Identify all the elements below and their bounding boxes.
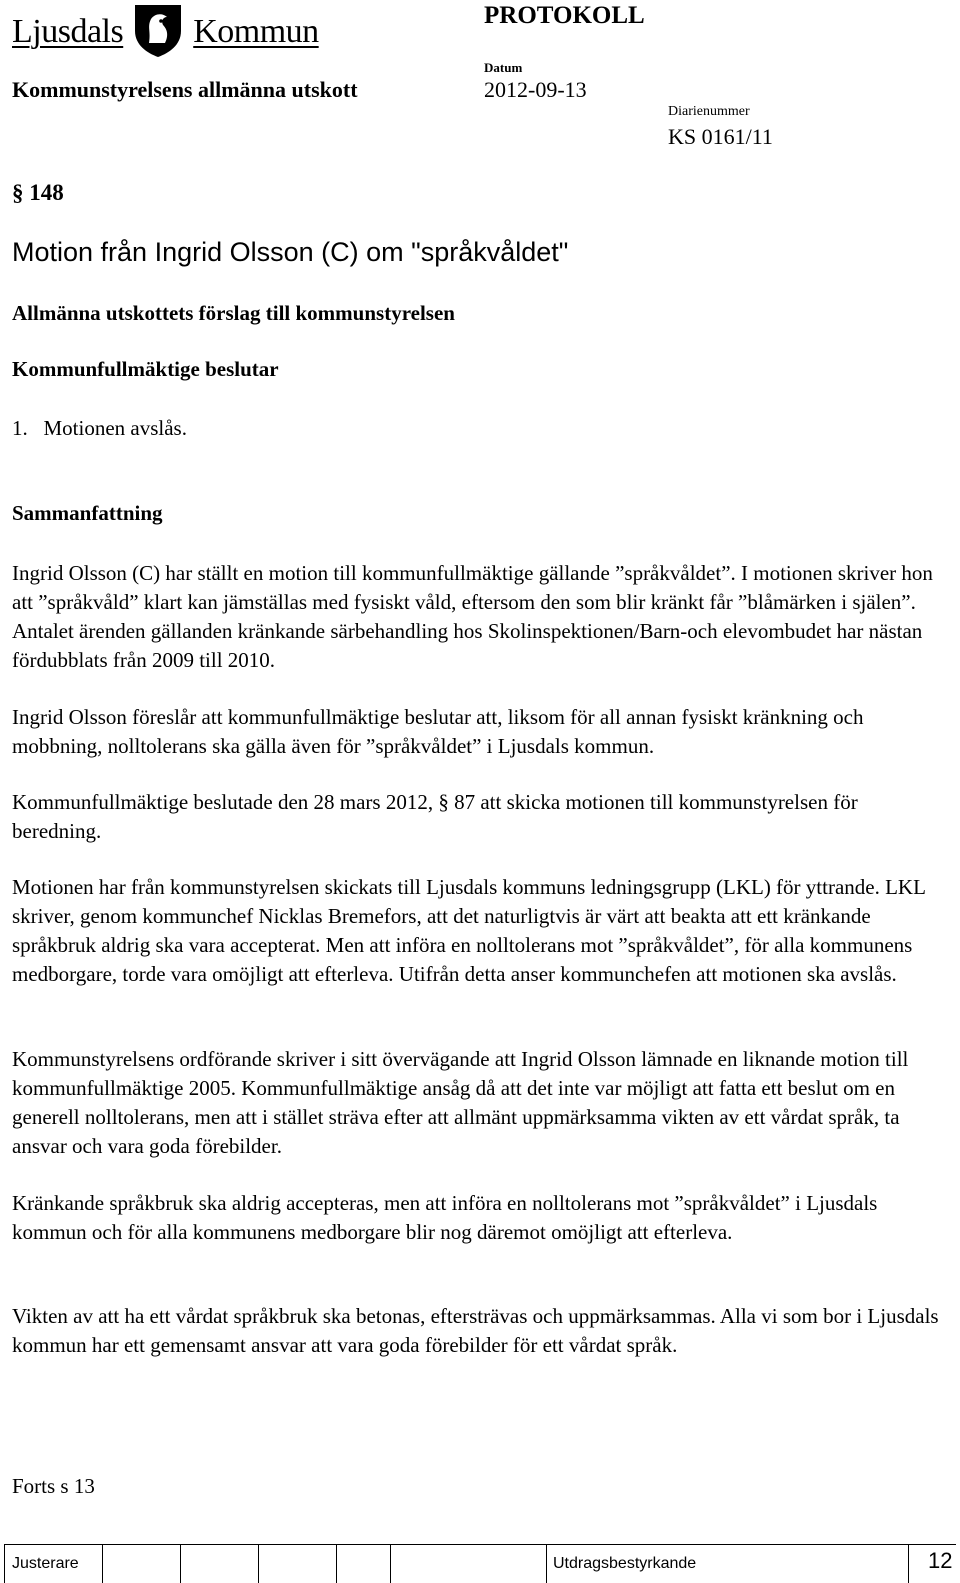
- page-number: 12: [928, 1548, 953, 1573]
- footer-divider-tick: [102, 1544, 103, 1583]
- date-label: Datum: [484, 60, 523, 75]
- page-footer: [0, 1544, 960, 1583]
- footer-divider: [4, 1544, 956, 1545]
- page-title: Motion från Ingrid Olsson (C) om "språkvåldet": [12, 237, 569, 267]
- body-paragraph: Ingrid Olsson föreslår att kommunfullmäktige beslutar att, liksom för all annan fysiskt kränkning och mobbning, nolltolerans ska gälla även för ”språkvåldet” i Ljusdals kommun.: [12, 705, 864, 758]
- body-paragraph: Kommunfullmäktige beslutade den 28 mars 2012, § 87 att skicka motionen till kommunstyrelsen för beredning.: [12, 790, 858, 843]
- document-type: PROTOKOLL: [484, 2, 645, 29]
- body-paragraph: Motionen har från kommunstyrelsen skickats till Ljusdals kommuns ledningsgrupp (LKL) för yttrande. LKL skriver, genom kommunchef Nicklas Bremefors, att det naturligtvis är värt att beakta att ett kränkande språkbruk aldrig ska vara accepterat. Men att införa en nolltolerans mot ”språkvåldet”, för alla kommunens medborgare, torde vara omöjligt att efterleva. Utifrån detta anser kommunchefen att motionen ska avslås.: [12, 875, 926, 986]
- body-paragraph: Ingrid Olsson (C) har ställt en motion till kommunfullmäktige gällande ”språkvåldet”. I motionen skriver hon att ”språkvåld” klart kan jämställas med fysiskt våld, eftersom den som blir kränkt får ”blåmärken i själen”. Antalet ärenden gällanden kränkande särbehandling hos Skolinspektionen/Barn-och elevombudet har nästan fördubblats från 2009 till 2010.: [12, 561, 933, 672]
- summary-heading: Sammanfattning: [12, 501, 163, 525]
- continuation-note: Forts s 13: [12, 1474, 95, 1498]
- decision-item: 1. Motionen avslås.: [12, 416, 187, 440]
- date-value: 2012-09-13: [484, 77, 587, 102]
- registration-number-label: Diarienummer: [668, 104, 750, 119]
- footer-divider-tick: [336, 1544, 337, 1583]
- body-paragraph: Kränkande språkbruk ska aldrig accepteras, men att införa en nolltolerans mot ”språkvåldet” i Ljusdals kommun och för alla kommunens medborgare blir nog däremot omöjligt att efterleva.: [12, 1191, 878, 1244]
- footer-divider-tick: [180, 1544, 181, 1583]
- footer-divider-tick: [546, 1544, 547, 1583]
- footer-divider-tick: [390, 1544, 391, 1583]
- footer-divider-tick: [4, 1544, 5, 1583]
- body-paragraph: Kommunstyrelsens ordförande skriver i sitt övervägande att Ingrid Olsson lämnade en liknande motion till kommunfullmäktige 2005. Kommunfullmäktige ansåg då att det inte var möjligt att fatta ett beslut om en generell nolltolerans, men att i stället sträva efter att allmänt uppmärksamma vikten av ett vårdat språk, ta ansvar och vara goda förebilder.: [12, 1047, 909, 1158]
- crest-icon: [129, 1, 187, 64]
- footer-divider-tick: [908, 1544, 909, 1583]
- body-paragraph: Vikten av att ha ett vårdat språkbruk ska betonas, eftersträvas och uppmärksammas. Alla vi som bor i Ljusdals kommun har ett gemensamt ansvar att vara goda förebilder för ett vårdat språk.: [12, 1304, 939, 1357]
- footer-divider-tick: [258, 1544, 259, 1583]
- municipality-logo: [12, 2, 319, 62]
- decision-heading: Kommunfullmäktige beslutar: [12, 357, 279, 381]
- logo-text-right: Kommun: [193, 13, 319, 50]
- proposal-heading: Allmänna utskottets förslag till kommunstyrelsen: [12, 301, 455, 325]
- logo-text-left: Ljusdals: [12, 13, 124, 50]
- registration-number-value: KS 0161/11: [668, 124, 773, 149]
- committee-name: Kommunstyrelsens allmänna utskott: [12, 77, 358, 102]
- utdragsbestyrkande-label: Utdragsbestyrkande: [553, 1555, 697, 1572]
- justerare-label: Justerare: [12, 1555, 79, 1572]
- paragraph-number: § 148: [12, 180, 64, 205]
